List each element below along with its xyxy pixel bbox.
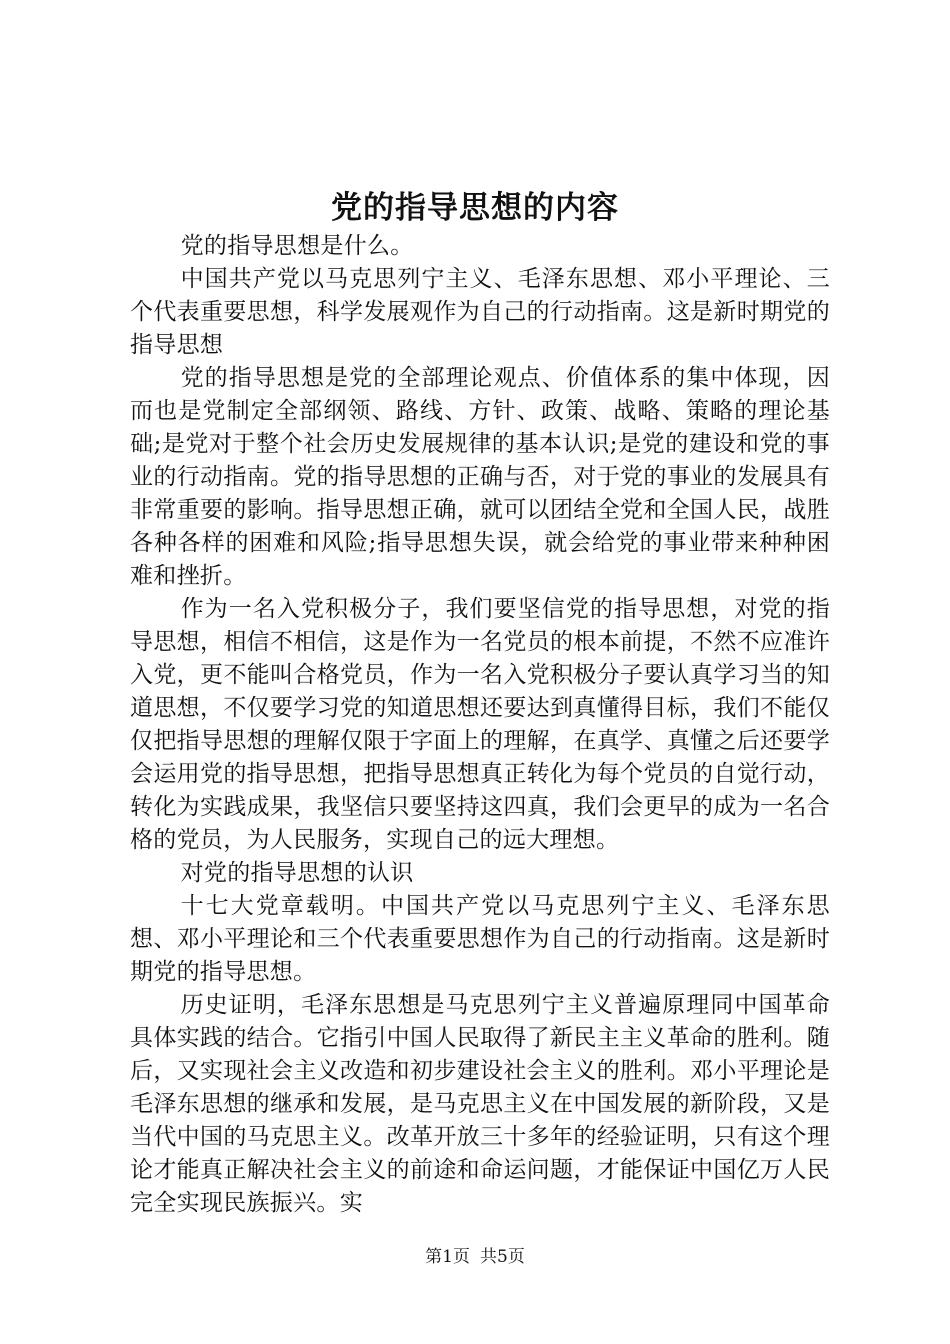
document-body [130, 230, 830, 1220]
paragraph: 历史证明，毛泽东思想是马克思列宁主义普遍原理同中国革命具体实践的结合。它指引中国人民取得了新民主主义革命的胜利。随后，又实现社会主义改造和初步建设社会主义的胜利。邓小平理论是毛泽东思想的继承和发展，是马克思主义在中国发展的新阶段，又是当代中国的马克思主义。改革开放三十多年的经验证明，只有这个理论才能真正解决社会主义的前途和命运问题，才能保证中国亿万人民完全实现民族振兴。实 [130, 992, 830, 1216]
paragraph: 十七大党章载明。中国共产党以马克思列宁主义、毛泽东思想、邓小平理论和三个代表重要思想作为自己的行动指南。这是新时期党的指导思想。 [130, 893, 830, 985]
paragraph: 党的指导思想是党的全部理论观点、价值体系的集中体现，因而也是党制定全部纲领、路线、方针、政策、战略、策略的理论基础;是党对于整个社会历史发展规律的基本认识;是党的建设和党的事业的行动指南。党的指导思想的正确与否，对于党的事业的发展具有非常重要的影响。指导思想正确，就可以团结全党和全国人民，战胜各种各样的困难和风险;指导思想失误，就会给党的事业带来种种困难和挫折。 [130, 365, 830, 589]
page-footer [0, 1246, 950, 1268]
paragraph: 作为一名入党积极分子，我们要坚信党的指导思想，对党的指导思想，相信不相信，这是作为一名党员的根本前提，不然不应准许入党，更不能叫合格党员，作为一名入党积极分子要认真学习当的知道思想，不仅要学习党的知道思想还要达到真懂得目标，我们不能仅仅把指导思想的理解仅限于字面上的理解，在真学、真懂之后还要学会运用党的指导思想，把指导思想真正转化为每个党员的自觉行动，转化为实践成果，我坚信只要坚持这四真，我们会更早的成为一名合格的党员，为人民服务，实现自己的远大理想。 [130, 596, 830, 853]
page-total: 共5页 [480, 1247, 525, 1267]
paragraph: 中国共产党以马克思列宁主义、毛泽东思想、邓小平理论、三个代表重要思想，科学发展观作为自己的行动指南。这是新时期党的指导思想 [130, 266, 830, 358]
page-number: 第1页 [425, 1247, 470, 1267]
paragraph: 党的指导思想是什么。 [180, 233, 414, 259]
section-heading: 对党的指导思想的认识 [180, 860, 414, 886]
page-title: 党的指导思想的内容 [331, 190, 619, 226]
